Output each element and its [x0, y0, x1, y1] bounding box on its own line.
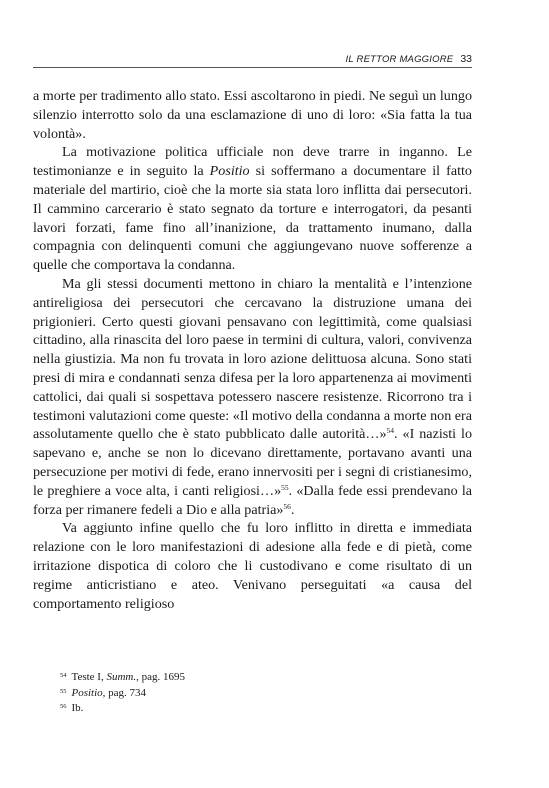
footnotes — [60, 669, 460, 716]
footnote-ref-56[interactable]: 56 — [283, 501, 291, 511]
running-head — [33, 52, 472, 66]
footnote-text: Ib. — [71, 702, 84, 714]
running-head-title: IL RETTOR MAGGIORE — [345, 54, 454, 65]
paragraph-3-text-c: . «Dalla fede essi prendevano la forza per rimanere fedeli a Dio e alla patria» — [33, 482, 473, 518]
footnote-italic: Summ. — [106, 671, 137, 683]
main-text — [33, 87, 472, 613]
paragraph-3-text-b: . «I nazisti lo sapevano e, anche se non lo dicevano direttamente, portavano avanti una persecuzione per motivi di fede, erano innervositi per i segni di cristianesimo, le preghiere a voce alta, i canti religiosi…» — [33, 426, 473, 499]
footnote-text: , pag. 734 — [102, 686, 147, 699]
header-rule — [33, 67, 472, 68]
footnote-ref-54[interactable]: 54 — [386, 426, 395, 436]
footnote-55 — [60, 685, 460, 701]
positio-title: Positio — [209, 163, 250, 180]
paragraph-4: Va aggiunto infine quello che fu loro inflitto in diretta e immediata relazione con le loro manifestazioni di adesione alla fede e di pietà, come irritazione dispotica di coloro che li custodivano e come risultato di un regime anticristiano e ateo. Venivano perseguitati «a causa del comportamento religioso — [33, 520, 472, 612]
paragraph-3-text-a: Ma gli stessi documenti mettono in chiaro la mentalità e l’intenzione antireligiosa dei persecutori che cercavano la distruzione umana dei prigionieri. Certo questi giovani pensavano con legittimità, come qualsiasi cittadino, alla rinascita del loro paese in termini di cultura, valori, convivenza nella giustizia. Ma non fu trovata in loro azione delittuosa alcuna. Sono stati presi di mira e condannati senza difesa per la loro appartenenza ai movimenti cattolici, dai quali si sospettava potessero nascere resistenze. Ricorrono tra i testimoni valutazioni come queste: «Il motivo della condanna a morte non era assolutamente quello che è stato pubblicato dalle autorità…» — [33, 275, 472, 443]
page-number: 33 — [460, 53, 472, 65]
paragraph-3 — [33, 275, 472, 519]
paragraph-3-text-d: . — [290, 501, 295, 518]
paragraph-2-text-a: La motivazione politica ufficiale non deve trarre in inganno. Le testimonianze e in seguito la — [33, 144, 472, 180]
paragraph-1: a morte per tradimento allo stato. Essi ascoltarono in piedi. Ne seguì un lungo silenzio interrotto solo da una esclamazione di uno di loro: «Sia fatta la tua volontà». — [33, 88, 472, 142]
footnote-number: 56 — [60, 703, 67, 710]
footnote-54 — [60, 669, 460, 685]
paragraph-2-text-b: si soffermano a documentare il fatto materiale del martirio, cioè che la morte sia stata loro inflitta dai persecutori. Il cammino carcerario è stato segnato da torture e interrogatori, da pesanti lavori forzati, fame fino all’inanizione, da trattamento inumano, dalla compagnia con delinquenti comuni che aggiungevano nuove sofferenze a quelle che comportava la condanna. — [33, 163, 472, 274]
footnote-italic: Positio — [71, 686, 103, 699]
footnote-56 — [60, 700, 460, 716]
paragraph-2 — [33, 143, 472, 275]
footnote-ref-55[interactable]: 55 — [281, 482, 289, 492]
footnote-text: Teste I, — [71, 671, 107, 683]
footnote-number: 55 — [60, 687, 67, 695]
footnote-text: , pag. 1695 — [136, 671, 185, 683]
footnote-number: 54 — [60, 672, 67, 679]
